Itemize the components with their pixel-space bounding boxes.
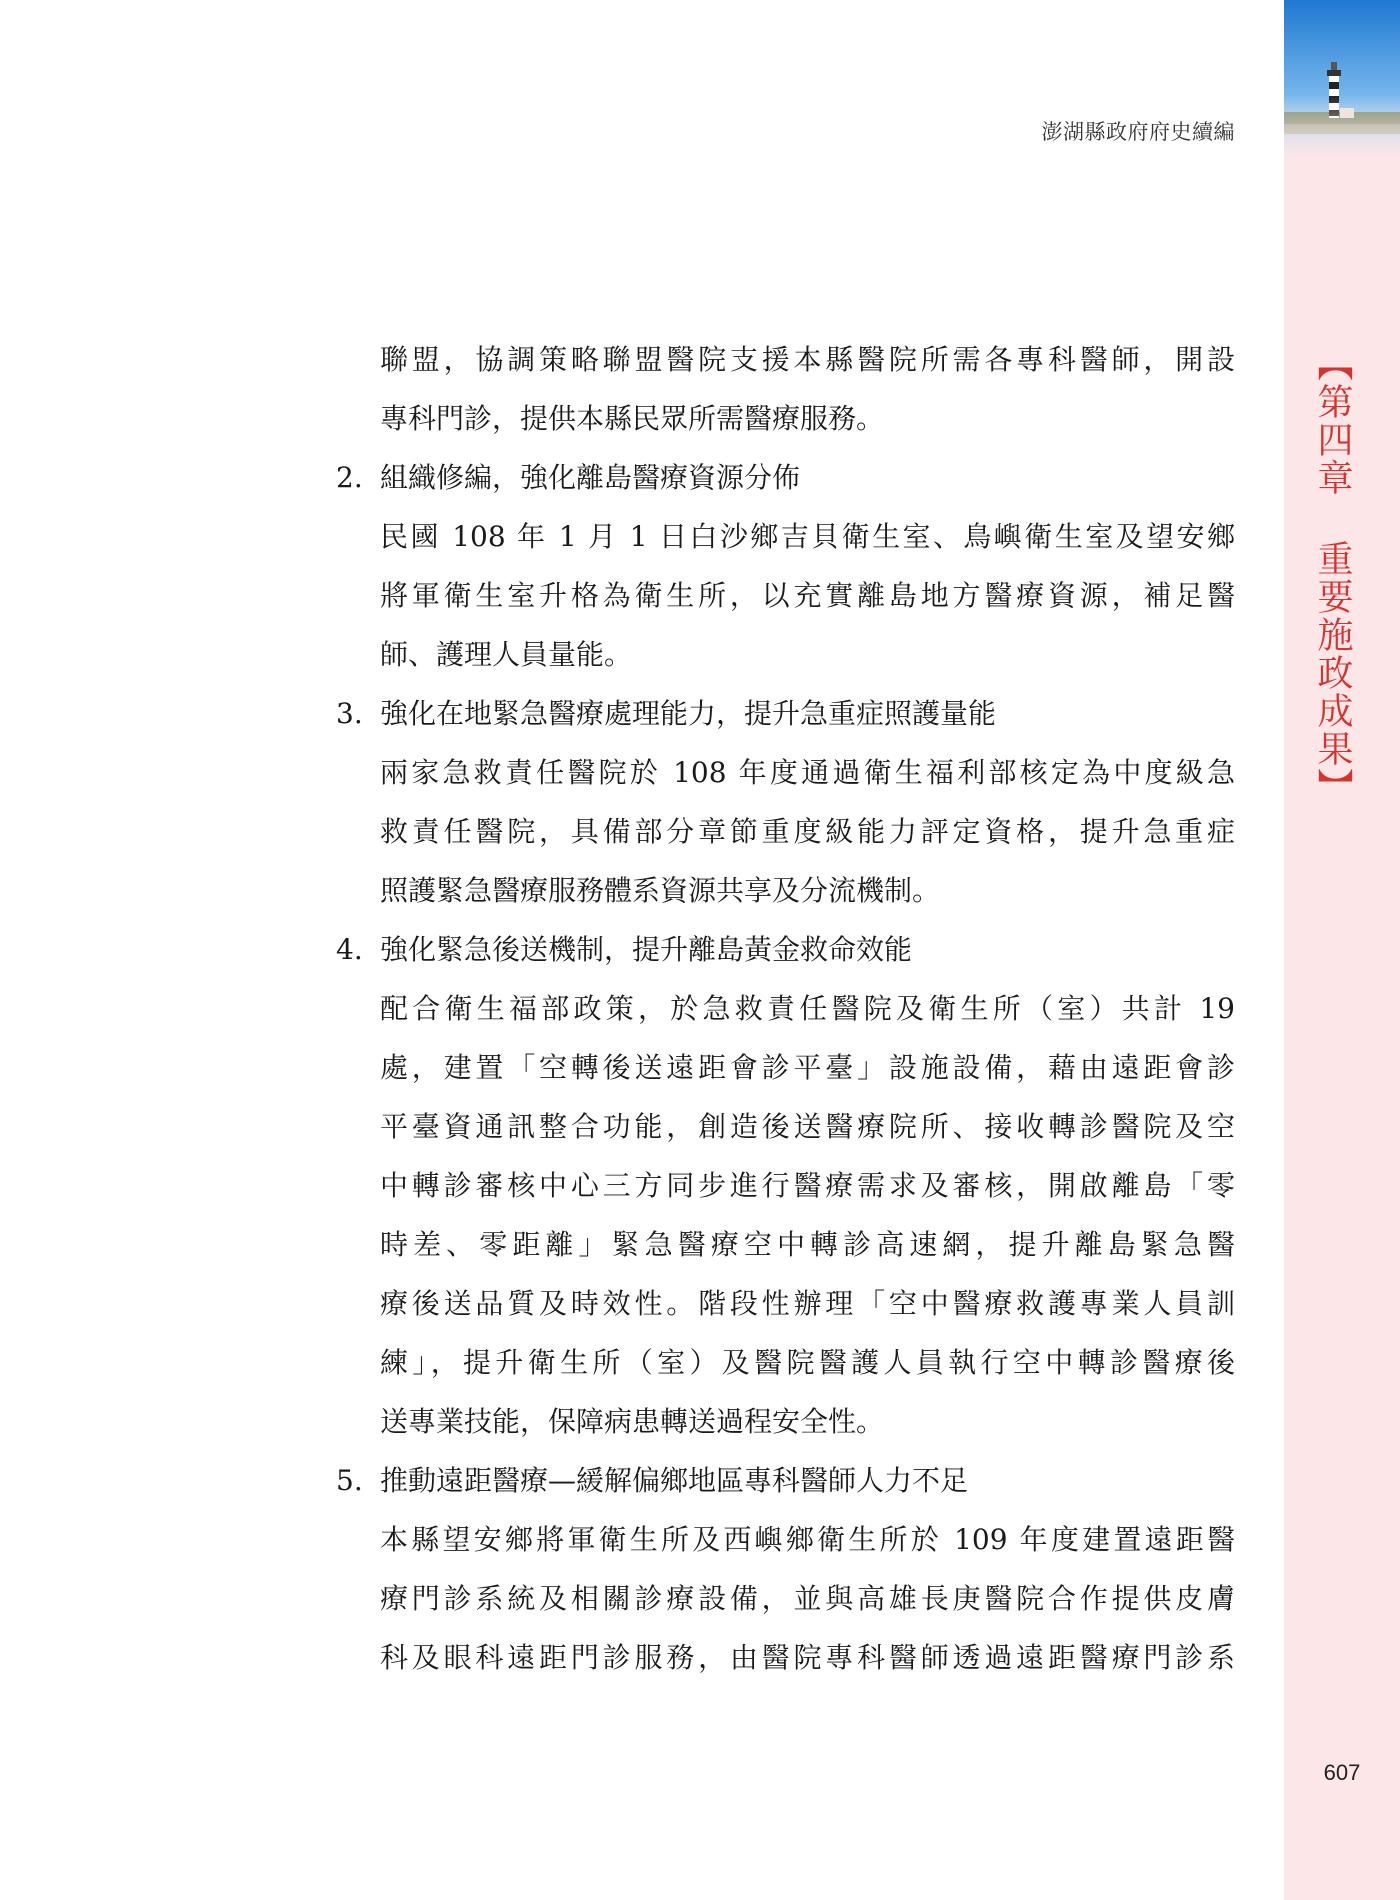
paragraph-line: 本縣望安鄉將軍衛生所及西嶼鄉衛生所於 109 年度建置遠距醫 [380,1523,1235,1556]
paragraph-line: 處，建置「空轉後送遠距會診平臺」設施設備，藉由遠距會診 [380,1051,1235,1084]
paragraph-line: 平臺資通訊整合功能，創造後送醫療院所、接收轉診醫院及空 [380,1110,1235,1143]
list-item-number: 3. [336,697,363,730]
paragraph-line: 練」，提升衛生所（室）及醫院醫護人員執行空中轉診醫療後 [380,1346,1235,1379]
paragraph-line: 聯盟，協調策略聯盟醫院支援本縣醫院所需各專科醫師，開設 [380,343,1235,376]
list-item-heading [336,930,1236,970]
list-item-number: 5. [336,1464,363,1497]
paragraph-line: 送專業技能，保障病患轉送過程安全性。 [380,1405,885,1438]
list-item-heading [336,458,1236,498]
list-item-title: 推動遠距醫療—緩解偏鄉地區專科醫師人力不足 [380,1464,969,1497]
paragraph-line: 中轉診審核中心三方同步進行醫療需求及審核，開啟離島「零 [380,1169,1235,1202]
list-item-number: 4. [336,933,363,966]
paragraph-line: 療後送品質及時效性。階段性辦理「空中醫療救護專業人員訓 [380,1287,1235,1320]
running-header: 澎湖縣政府府史續編 [1041,120,1235,144]
list-item-title: 組織修編，強化離島醫療資源分佈 [380,461,801,494]
paragraph-line: 民國 108 年 1 月 1 日白沙鄉吉貝衛生室、鳥嶼衛生室及望安鄉 [380,520,1235,553]
list-item-heading [336,694,1236,734]
list-item-title: 強化緊急後送機制，提升離島黃金救命效能 [380,933,913,966]
paragraph-line: 將軍衛生室升格為衛生所，以充實離島地方醫療資源，補足醫 [380,579,1235,612]
side-strip [1284,0,1400,1900]
lighthouse-photo [1284,0,1400,160]
paragraph-line: 兩家急救責任醫院於 108 年度通過衛生福利部核定為中度級急 [380,756,1235,789]
paragraph-line: 專科門診，提供本縣民眾所需醫療服務。 [380,402,885,435]
paragraph-line: 師、護理人員量能。 [380,638,633,671]
paragraph-line: 科及眼科遠距門診服務，由醫院專科醫師透過遠距醫療門診系 [380,1641,1235,1674]
paragraph-line: 療門診系統及相關診療設備，並與高雄長庚醫院合作提供皮膚 [380,1582,1235,1615]
chapter-tab: 【第四章 重要施政成果】 [1312,345,1353,806]
list-item-number: 2. [336,461,363,494]
paragraph-line: 救責任醫院，具備部分章節重度級能力評定資格，提升急重症 [380,815,1235,848]
page-number: 607 [1323,1760,1361,1785]
paragraph-line: 照護緊急醫療服務體系資源共享及分流機制。 [380,874,941,907]
paragraph-line: 配合衛生福部政策，於急救責任醫院及衛生所（室）共計 19 [380,992,1235,1025]
paragraph-line: 時差、零距離」緊急醫療空中轉診高速網，提升離島緊急醫 [380,1228,1235,1261]
list-item-title: 強化在地緊急醫療處理能力，提升急重症照護量能 [380,697,997,730]
list-item-heading [336,1461,1236,1501]
